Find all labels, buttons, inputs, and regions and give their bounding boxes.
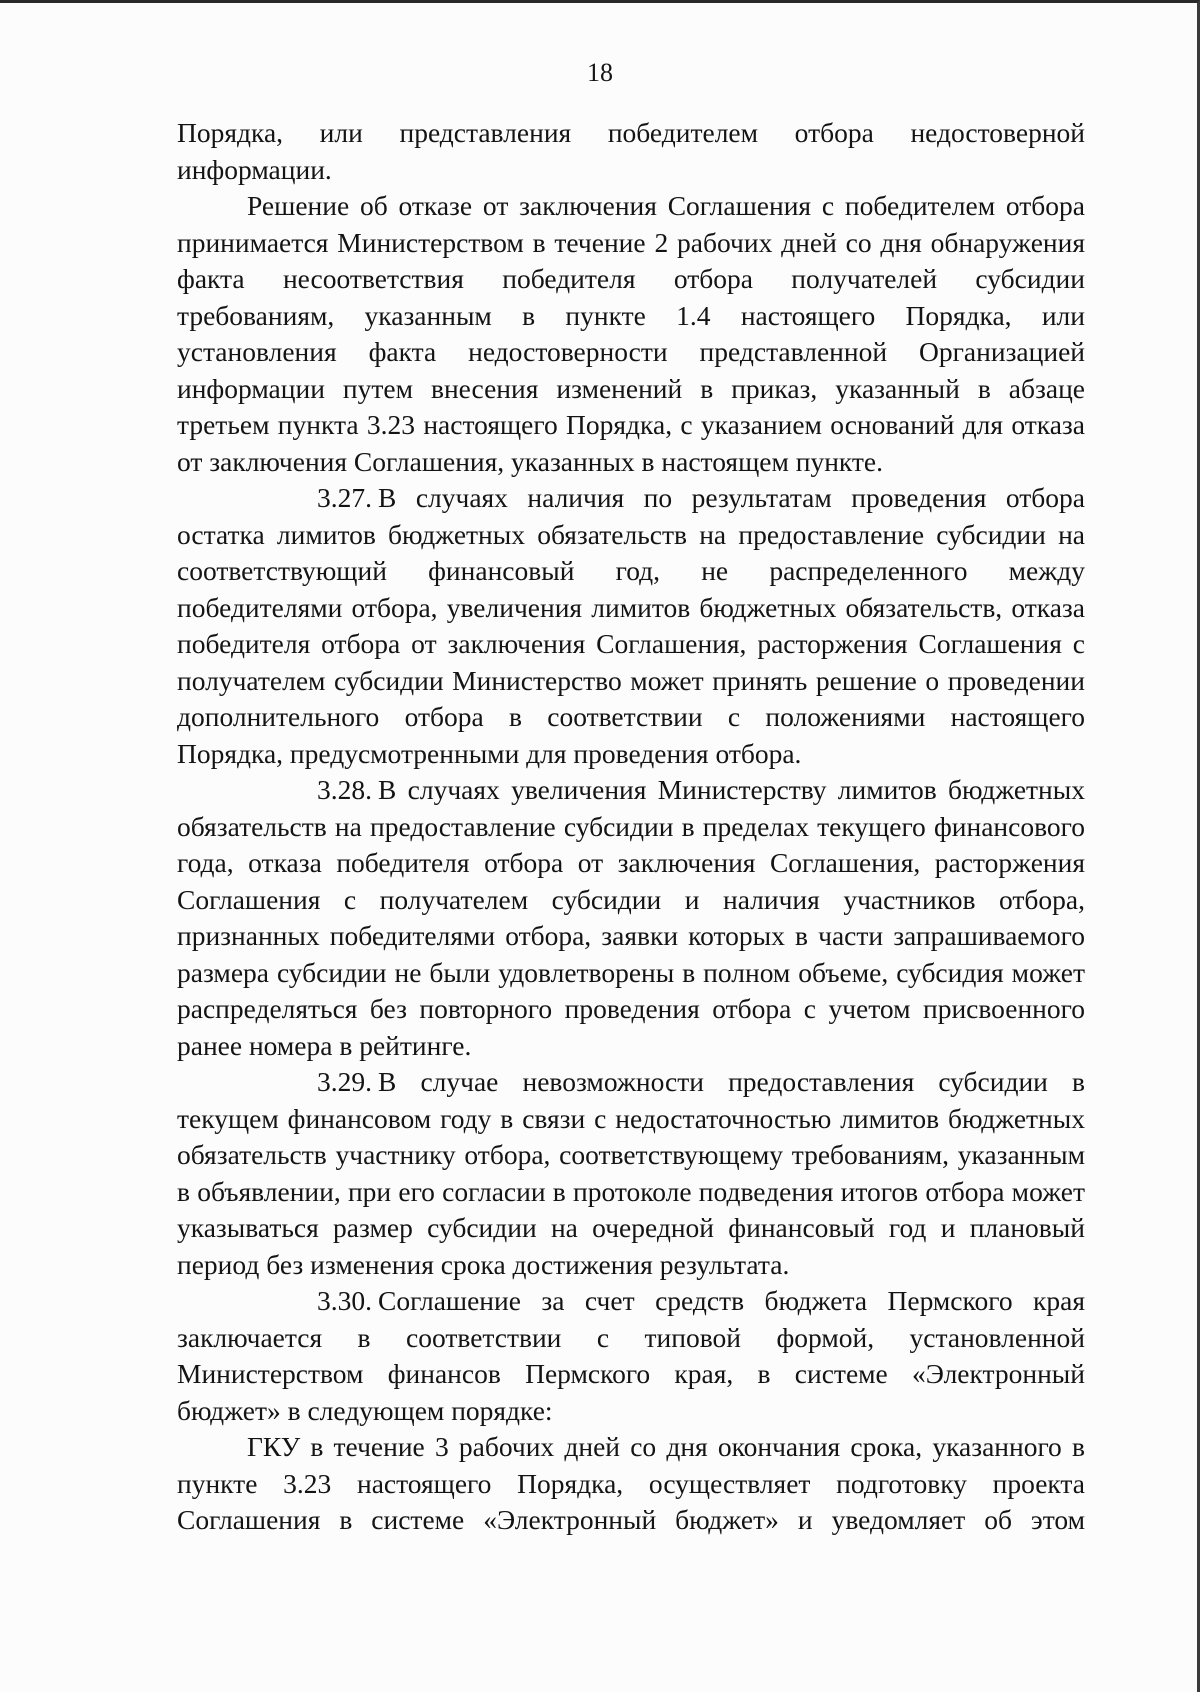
paragraph-number: 3.29. — [317, 1066, 372, 1097]
paragraph-continuation — [177, 115, 1085, 188]
document-body — [177, 115, 1085, 1539]
paragraph-text: Соглашение за счет средств бюджета Пермского края заключается в соответствии с типовой формой, установленной Министерством финансов Пермского края, в системе «Электронный бюджет» в следующем порядке: — [177, 1285, 1085, 1426]
paragraph-refusal-decision — [177, 188, 1085, 480]
paragraph-text: В случае невозможности предоставления субсидии в текущем финансовом году в связи с недостаточностью лимитов бюджетных обязательств участнику отбора, соответствующему требованиям, указанным в объявлении, при его согласии в протоколе подведения итогов отбора может указываться размер субсидии на очередной финансовый год и плановый период без изменения срока достижения результата. — [177, 1066, 1085, 1280]
paragraph-3-28 — [177, 772, 1085, 1064]
paragraph-number: 3.30. — [317, 1285, 372, 1316]
paragraph-text: ГКУ в течение 3 рабочих дней со дня окончания срока, указанного в пункте 3.23 настоящего Порядка, осуществляет подготовку проекта Соглашения в системе «Электронный бюджет» и уведомляет об этом — [177, 1431, 1085, 1535]
page-number: 18 — [587, 58, 613, 87]
paragraph-gku-procedure — [177, 1429, 1085, 1539]
paragraph-text: В случаях увеличения Министерству лимитов бюджетных обязательств на предоставление субсидии в пределах текущего финансового года, отказа победителя отбора от заключения Соглашения, расторжения Соглашения с получателем субсидии и наличия участников отбора, признанных победителями отбора, заявки которых в части запрашиваемого размера субсидии не были удовлетворены в полном объеме, субсидия может распределяться без повторного проведения отбора с учетом присвоенного ранее номера в рейтинге. — [177, 774, 1085, 1061]
paragraph-text: Порядка, или представления победителем отбора недостоверной информации. — [177, 117, 1085, 185]
paragraph-3-30 — [177, 1283, 1085, 1429]
paragraph-3-29 — [177, 1064, 1085, 1283]
paragraph-number: 3.27. — [317, 482, 372, 513]
paragraph-number: 3.28. — [317, 774, 372, 805]
paragraph-3-27 — [177, 480, 1085, 772]
paragraph-text: В случаях наличия по результатам проведения отбора остатка лимитов бюджетных обязательств на предоставление субсидии на соответствующий финансовый год, не распределенного между победителями отбора, увеличения лимитов бюджетных обязательств, отказа победителя отбора от заключения Соглашения, расторжения Соглашения с получателем субсидии Министерство может принять решение о проведении дополнительного отбора в соответствии с положениями настоящего Порядка, предусмотренными для проведения отбора. — [177, 482, 1085, 769]
paragraph-text: Решение об отказе от заключения Соглашения с победителем отбора принимается Министерством в течение 2 рабочих дней со дня обнаружения факта несоответствия победителя отбора получателей субсидии требованиям, указанным в пункте 1.4 настоящего Порядка, или установления факта недостоверности представленной Организацией информации путем внесения изменений в приказ, указанный в абзаце третьем пункта 3.23 настоящего Порядка, с указанием оснований для отказа от заключения Соглашения, указанных в настоящем пункте. — [177, 190, 1085, 477]
